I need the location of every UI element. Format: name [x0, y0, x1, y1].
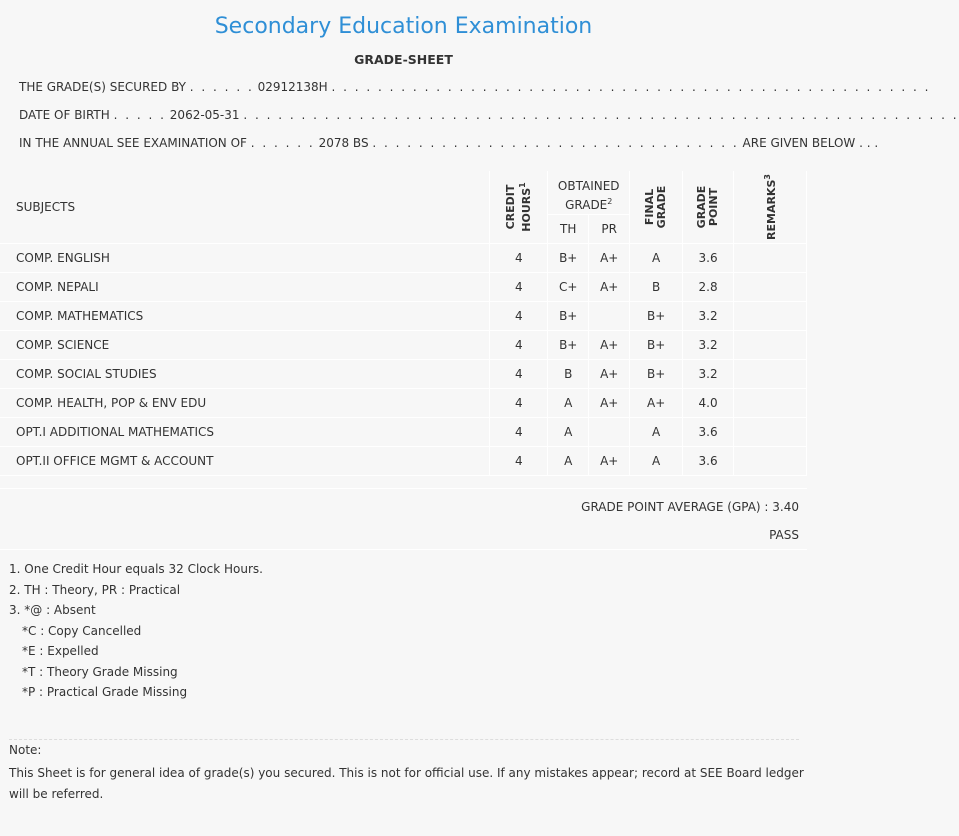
dashed-divider [9, 739, 799, 740]
footnote-item: *T : Theory Grade Missing [22, 664, 178, 679]
credit-hours-header-line2: HOURS [519, 187, 533, 232]
subject-name: OPT.II OFFICE MGMT & ACCOUNT [0, 447, 490, 476]
final-grade-cell: B+ [630, 360, 683, 389]
final-grade-cell: B+ [630, 331, 683, 360]
grade-point-cell: 3.6 [683, 418, 734, 447]
remarks-cell [734, 302, 807, 331]
theory-grade-cell: A [548, 418, 589, 447]
symbol-number: 02912138H [257, 80, 328, 94]
final-grade-cell: A [630, 447, 683, 476]
remarks-cell [734, 418, 807, 447]
credit-hours-cell: 4 [490, 389, 548, 418]
credit-hours-cell: 4 [490, 447, 548, 476]
dot-leader: . . . . . . . . . . . . . . . . . . . . . . . . . . . . . . . . . . . . . . . . . . . . . . . . . . . . . . . . . . . . . . [243, 108, 959, 122]
credit-hours-footnote-ref: 1 [517, 182, 527, 188]
grade-point-cell: 3.6 [683, 244, 734, 273]
gpa-value: 3.40 [772, 500, 799, 514]
grade-point-header-line2: POINT [707, 187, 721, 227]
credit-hours-cell: 4 [490, 360, 548, 389]
table-row [0, 389, 807, 418]
theory-grade-cell: B+ [548, 331, 589, 360]
table-header-row [0, 171, 807, 215]
final-grade-cell: A+ [630, 389, 683, 418]
theory-grade-cell: B+ [548, 244, 589, 273]
dob-line [19, 108, 959, 122]
exam-suffix: ARE GIVEN BELOW . . . [742, 136, 879, 150]
theory-grade-cell: C+ [548, 273, 589, 302]
footnote-item: 1. One Credit Hour equals 32 Clock Hours. [9, 562, 263, 576]
grade-point-cell: 3.6 [683, 447, 734, 476]
practical-grade-cell: A+ [589, 360, 630, 389]
credit-hours-cell: 4 [490, 302, 548, 331]
subject-name: OPT.I ADDITIONAL MATHEMATICS [0, 418, 490, 447]
symbol-label: THE GRADE(S) SECURED BY [19, 80, 186, 94]
footnote-item: 2. TH : Theory, PR : Practical [9, 582, 181, 597]
footnote-item: 3. *@ : Absent [9, 603, 96, 617]
result-status: PASS [769, 528, 799, 542]
theory-grade-cell: B+ [548, 302, 589, 331]
grade-point-header [683, 171, 734, 244]
practical-header: PR [589, 215, 630, 244]
note-body: This Sheet is for general idea of grade(s) you secured. This is not for official use. If any mistakes appear; record at SEE Board ledger will be referred. [9, 766, 804, 801]
credit-hours-cell: 4 [490, 273, 548, 302]
credit-hours-cell: 4 [490, 418, 548, 447]
dob-label: DATE OF BIRTH [19, 108, 110, 122]
credit-hours-cell: 4 [490, 244, 548, 273]
remarks-header [734, 171, 807, 244]
student-symbol-line [19, 80, 930, 94]
credit-hours-cell: 4 [490, 331, 548, 360]
obtained-header-line1: OBTAINED [557, 179, 620, 193]
final-grade-cell: A [630, 418, 683, 447]
page-title: Secondary Education Examination [214, 14, 593, 39]
table-row [0, 273, 807, 302]
dot-leader: . . . . . . . . . . . . . . . . . . . . . . . . . . . . . . . . . . . . . . . . . . . . . . . . . . . . [331, 80, 931, 94]
remarks-footnote-ref: 3 [763, 174, 773, 180]
theory-grade-cell: A [548, 447, 589, 476]
footnotes [9, 559, 263, 703]
obtained-header-line2: GRADE [565, 198, 608, 212]
divider [0, 549, 807, 550]
subjects-header: SUBJECTS [0, 171, 490, 244]
note-title: Note: [9, 743, 42, 757]
theory-grade-cell: A [548, 389, 589, 418]
grade-point-header-line1: GRADE [695, 185, 709, 229]
grades-table [0, 171, 807, 476]
grade-point-cell: 3.2 [683, 331, 734, 360]
divider [0, 488, 807, 489]
dot-leader: . . . . . . [189, 80, 254, 94]
obtained-grade-header [548, 171, 630, 215]
obtained-footnote-ref: 2 [607, 197, 613, 206]
subject-name: COMP. ENGLISH [0, 244, 490, 273]
gpa-summary [581, 500, 799, 514]
subject-name: COMP. MATHEMATICS [0, 302, 490, 331]
subject-name: COMP. NEPALI [0, 273, 490, 302]
table-row [0, 331, 807, 360]
remarks-cell [734, 244, 807, 273]
dot-leader: . . . . . [113, 108, 166, 122]
footnote-item: *E : Expelled [22, 644, 99, 658]
exam-line [19, 136, 878, 150]
theory-header: TH [548, 215, 589, 244]
subject-name: COMP. SCIENCE [0, 331, 490, 360]
practical-grade-cell: A+ [589, 244, 630, 273]
remarks-cell [734, 447, 807, 476]
grade-point-cell: 3.2 [683, 302, 734, 331]
practical-grade-cell: A+ [589, 331, 630, 360]
page-subtitle: GRADE-SHEET [354, 52, 453, 67]
final-grade-cell: B [630, 273, 683, 302]
remarks-header-label: REMARKS [764, 179, 778, 240]
final-grade-cell: A [630, 244, 683, 273]
practical-grade-cell: A+ [589, 447, 630, 476]
final-grade-header-line1: FINAL [643, 188, 657, 226]
exam-label: IN THE ANNUAL SEE EXAMINATION OF [19, 136, 247, 150]
remarks-cell [734, 273, 807, 302]
final-grade-cell: B+ [630, 302, 683, 331]
subject-name: COMP. SOCIAL STUDIES [0, 360, 490, 389]
practical-grade-cell: A+ [589, 273, 630, 302]
grade-point-cell: 2.8 [683, 273, 734, 302]
table-row [0, 302, 807, 331]
remarks-cell [734, 389, 807, 418]
subject-name: COMP. HEALTH, POP & ENV EDU [0, 389, 490, 418]
table-row [0, 418, 807, 447]
practical-grade-cell [589, 418, 630, 447]
remarks-cell [734, 360, 807, 389]
dot-leader: . . . . . . [250, 136, 315, 150]
dob-value: 2062-05-31 [169, 108, 240, 122]
exam-year: 2078 BS [318, 136, 369, 150]
final-grade-header-line2: GRADE [655, 185, 669, 229]
credit-hours-header-line1: CREDIT [503, 184, 517, 230]
table-row [0, 447, 807, 476]
dot-leader: . . . . . . . . . . . . . . . . . . . . . . . . . . . . . . . . [372, 136, 739, 150]
gpa-label: GRADE POINT AVERAGE (GPA) : [581, 500, 769, 514]
footnote-item: *C : Copy Cancelled [22, 623, 142, 638]
final-grade-header [630, 171, 683, 244]
table-row [0, 244, 807, 273]
practical-grade-cell: A+ [589, 389, 630, 418]
grade-point-cell: 3.2 [683, 360, 734, 389]
remarks-cell [734, 331, 807, 360]
grade-point-cell: 4.0 [683, 389, 734, 418]
credit-hours-header [490, 171, 548, 244]
theory-grade-cell: B [548, 360, 589, 389]
footnote-item: *P : Practical Grade Missing [22, 685, 188, 699]
table-row [0, 360, 807, 389]
practical-grade-cell [589, 302, 630, 331]
